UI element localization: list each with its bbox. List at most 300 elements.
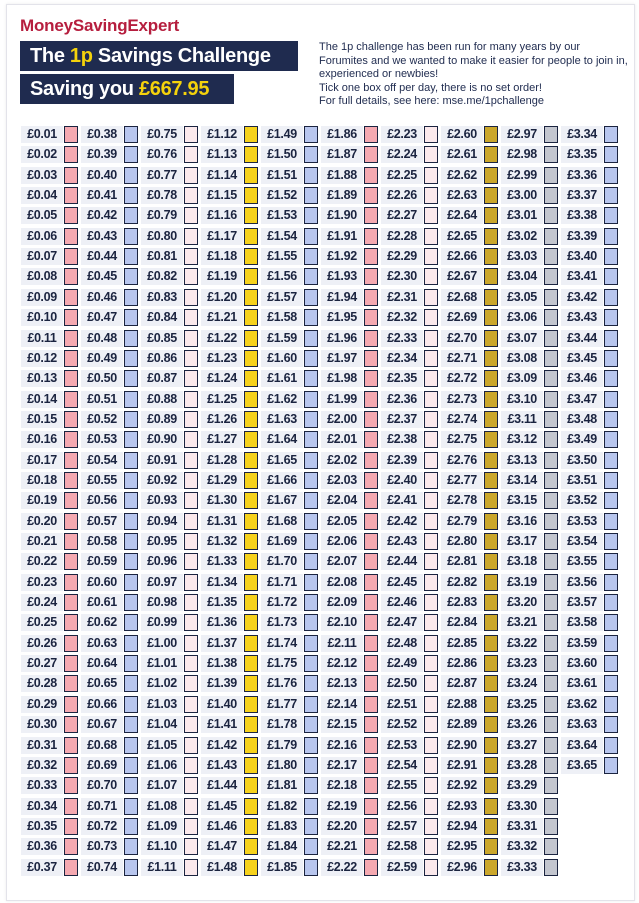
tick-box[interactable] xyxy=(484,472,498,489)
tick-box[interactable] xyxy=(544,777,558,794)
tick-box[interactable] xyxy=(124,411,138,428)
tick-box[interactable] xyxy=(64,737,78,754)
tick-box[interactable] xyxy=(244,187,258,204)
tick-box[interactable] xyxy=(64,187,78,204)
tick-box[interactable] xyxy=(64,350,78,367)
tick-box[interactable] xyxy=(604,187,618,204)
tick-box[interactable] xyxy=(544,574,558,591)
tick-box[interactable] xyxy=(244,716,258,733)
tick-box[interactable] xyxy=(544,452,558,469)
tick-box[interactable] xyxy=(544,492,558,509)
tick-box[interactable] xyxy=(604,126,618,143)
tick-box[interactable] xyxy=(424,268,438,285)
tick-box[interactable] xyxy=(484,228,498,245)
tick-box[interactable] xyxy=(124,330,138,347)
tick-box[interactable] xyxy=(304,228,318,245)
tick-box[interactable] xyxy=(424,737,438,754)
tick-box[interactable] xyxy=(364,696,378,713)
tick-box[interactable] xyxy=(364,614,378,631)
tick-box[interactable] xyxy=(304,330,318,347)
tick-box[interactable] xyxy=(184,655,198,672)
tick-box[interactable] xyxy=(184,350,198,367)
tick-box[interactable] xyxy=(544,126,558,143)
tick-box[interactable] xyxy=(424,818,438,835)
tick-box[interactable] xyxy=(244,452,258,469)
tick-box[interactable] xyxy=(544,594,558,611)
tick-box[interactable] xyxy=(124,818,138,835)
tick-box[interactable] xyxy=(304,431,318,448)
tick-box[interactable] xyxy=(244,777,258,794)
tick-box[interactable] xyxy=(604,757,618,774)
tick-box[interactable] xyxy=(64,452,78,469)
tick-box[interactable] xyxy=(304,614,318,631)
tick-box[interactable] xyxy=(184,370,198,387)
tick-box[interactable] xyxy=(364,370,378,387)
tick-box[interactable] xyxy=(604,675,618,692)
tick-box[interactable] xyxy=(604,492,618,509)
tick-box[interactable] xyxy=(424,838,438,855)
tick-box[interactable] xyxy=(64,370,78,387)
tick-box[interactable] xyxy=(304,289,318,306)
tick-box[interactable] xyxy=(184,248,198,265)
tick-box[interactable] xyxy=(124,146,138,163)
tick-box[interactable] xyxy=(484,635,498,652)
tick-box[interactable] xyxy=(124,126,138,143)
tick-box[interactable] xyxy=(244,818,258,835)
tick-box[interactable] xyxy=(484,838,498,855)
tick-box[interactable] xyxy=(184,431,198,448)
tick-box[interactable] xyxy=(424,675,438,692)
tick-box[interactable] xyxy=(544,655,558,672)
tick-box[interactable] xyxy=(304,716,318,733)
tick-box[interactable] xyxy=(364,167,378,184)
tick-box[interactable] xyxy=(244,635,258,652)
tick-box[interactable] xyxy=(544,859,558,876)
tick-box[interactable] xyxy=(64,472,78,489)
tick-box[interactable] xyxy=(484,146,498,163)
tick-box[interactable] xyxy=(64,330,78,347)
tick-box[interactable] xyxy=(124,167,138,184)
tick-box[interactable] xyxy=(304,248,318,265)
tick-box[interactable] xyxy=(484,757,498,774)
tick-box[interactable] xyxy=(304,838,318,855)
tick-box[interactable] xyxy=(124,737,138,754)
tick-box[interactable] xyxy=(124,798,138,815)
tick-box[interactable] xyxy=(244,370,258,387)
tick-box[interactable] xyxy=(64,391,78,408)
tick-box[interactable] xyxy=(124,614,138,631)
tick-box[interactable] xyxy=(304,859,318,876)
tick-box[interactable] xyxy=(544,553,558,570)
tick-box[interactable] xyxy=(244,330,258,347)
tick-box[interactable] xyxy=(184,696,198,713)
tick-box[interactable] xyxy=(124,187,138,204)
tick-box[interactable] xyxy=(184,146,198,163)
tick-box[interactable] xyxy=(304,594,318,611)
tick-box[interactable] xyxy=(484,696,498,713)
tick-box[interactable] xyxy=(124,370,138,387)
tick-box[interactable] xyxy=(544,146,558,163)
tick-box[interactable] xyxy=(184,228,198,245)
tick-box[interactable] xyxy=(184,675,198,692)
tick-box[interactable] xyxy=(364,126,378,143)
tick-box[interactable] xyxy=(64,838,78,855)
tick-box[interactable] xyxy=(364,289,378,306)
tick-box[interactable] xyxy=(64,798,78,815)
tick-box[interactable] xyxy=(64,431,78,448)
tick-box[interactable] xyxy=(364,411,378,428)
tick-box[interactable] xyxy=(424,594,438,611)
tick-box[interactable] xyxy=(544,411,558,428)
tick-box[interactable] xyxy=(64,675,78,692)
tick-box[interactable] xyxy=(484,655,498,672)
tick-box[interactable] xyxy=(64,492,78,509)
tick-box[interactable] xyxy=(364,798,378,815)
tick-box[interactable] xyxy=(184,818,198,835)
tick-box[interactable] xyxy=(304,574,318,591)
tick-box[interactable] xyxy=(604,594,618,611)
tick-box[interactable] xyxy=(124,553,138,570)
tick-box[interactable] xyxy=(364,594,378,611)
tick-box[interactable] xyxy=(184,330,198,347)
tick-box[interactable] xyxy=(544,533,558,550)
tick-box[interactable] xyxy=(184,268,198,285)
tick-box[interactable] xyxy=(64,228,78,245)
tick-box[interactable] xyxy=(604,431,618,448)
tick-box[interactable] xyxy=(64,818,78,835)
tick-box[interactable] xyxy=(544,187,558,204)
tick-box[interactable] xyxy=(424,126,438,143)
tick-box[interactable] xyxy=(184,798,198,815)
tick-box[interactable] xyxy=(364,309,378,326)
tick-box[interactable] xyxy=(604,635,618,652)
tick-box[interactable] xyxy=(304,818,318,835)
tick-box[interactable] xyxy=(424,452,438,469)
tick-box[interactable] xyxy=(244,350,258,367)
tick-box[interactable] xyxy=(484,309,498,326)
tick-box[interactable] xyxy=(244,492,258,509)
tick-box[interactable] xyxy=(304,635,318,652)
tick-box[interactable] xyxy=(184,635,198,652)
tick-box[interactable] xyxy=(424,289,438,306)
tick-box[interactable] xyxy=(484,248,498,265)
tick-box[interactable] xyxy=(484,533,498,550)
tick-box[interactable] xyxy=(484,614,498,631)
tick-box[interactable] xyxy=(484,187,498,204)
tick-box[interactable] xyxy=(604,330,618,347)
tick-box[interactable] xyxy=(544,370,558,387)
tick-box[interactable] xyxy=(244,513,258,530)
tick-box[interactable] xyxy=(484,452,498,469)
tick-box[interactable] xyxy=(304,492,318,509)
tick-box[interactable] xyxy=(484,268,498,285)
tick-box[interactable] xyxy=(184,614,198,631)
tick-box[interactable] xyxy=(304,513,318,530)
tick-box[interactable] xyxy=(544,330,558,347)
tick-box[interactable] xyxy=(244,614,258,631)
tick-box[interactable] xyxy=(484,391,498,408)
tick-box[interactable] xyxy=(544,737,558,754)
tick-box[interactable] xyxy=(424,655,438,672)
tick-box[interactable] xyxy=(244,309,258,326)
tick-box[interactable] xyxy=(424,167,438,184)
tick-box[interactable] xyxy=(484,594,498,611)
tick-box[interactable] xyxy=(424,859,438,876)
tick-box[interactable] xyxy=(244,655,258,672)
tick-box[interactable] xyxy=(64,655,78,672)
tick-box[interactable] xyxy=(364,513,378,530)
tick-box[interactable] xyxy=(184,716,198,733)
tick-box[interactable] xyxy=(484,126,498,143)
tick-box[interactable] xyxy=(244,146,258,163)
tick-box[interactable] xyxy=(64,167,78,184)
tick-box[interactable] xyxy=(364,777,378,794)
tick-box[interactable] xyxy=(184,513,198,530)
tick-box[interactable] xyxy=(604,411,618,428)
tick-box[interactable] xyxy=(364,330,378,347)
tick-box[interactable] xyxy=(544,757,558,774)
tick-box[interactable] xyxy=(364,635,378,652)
tick-box[interactable] xyxy=(604,350,618,367)
tick-box[interactable] xyxy=(124,574,138,591)
tick-box[interactable] xyxy=(424,757,438,774)
tick-box[interactable] xyxy=(604,533,618,550)
tick-box[interactable] xyxy=(484,411,498,428)
tick-box[interactable] xyxy=(304,187,318,204)
tick-box[interactable] xyxy=(304,675,318,692)
tick-box[interactable] xyxy=(124,492,138,509)
tick-box[interactable] xyxy=(424,716,438,733)
tick-box[interactable] xyxy=(544,513,558,530)
tick-box[interactable] xyxy=(304,146,318,163)
tick-box[interactable] xyxy=(304,757,318,774)
tick-box[interactable] xyxy=(544,472,558,489)
tick-box[interactable] xyxy=(124,431,138,448)
tick-box[interactable] xyxy=(64,696,78,713)
tick-box[interactable] xyxy=(64,146,78,163)
tick-box[interactable] xyxy=(304,553,318,570)
tick-box[interactable] xyxy=(544,228,558,245)
tick-box[interactable] xyxy=(124,228,138,245)
tick-box[interactable] xyxy=(124,635,138,652)
tick-box[interactable] xyxy=(304,655,318,672)
tick-box[interactable] xyxy=(244,533,258,550)
tick-box[interactable] xyxy=(64,268,78,285)
tick-box[interactable] xyxy=(124,268,138,285)
tick-box[interactable] xyxy=(244,838,258,855)
tick-box[interactable] xyxy=(544,350,558,367)
tick-box[interactable] xyxy=(364,350,378,367)
tick-box[interactable] xyxy=(424,492,438,509)
tick-box[interactable] xyxy=(304,411,318,428)
tick-box[interactable] xyxy=(304,737,318,754)
tick-box[interactable] xyxy=(544,207,558,224)
tick-box[interactable] xyxy=(64,533,78,550)
tick-box[interactable] xyxy=(604,452,618,469)
tick-box[interactable] xyxy=(424,513,438,530)
tick-box[interactable] xyxy=(244,594,258,611)
tick-box[interactable] xyxy=(364,838,378,855)
tick-box[interactable] xyxy=(364,818,378,835)
tick-box[interactable] xyxy=(244,859,258,876)
tick-box[interactable] xyxy=(184,452,198,469)
tick-box[interactable] xyxy=(364,207,378,224)
tick-box[interactable] xyxy=(424,635,438,652)
tick-box[interactable] xyxy=(364,248,378,265)
tick-box[interactable] xyxy=(364,452,378,469)
tick-box[interactable] xyxy=(124,838,138,855)
tick-box[interactable] xyxy=(64,716,78,733)
tick-box[interactable] xyxy=(304,309,318,326)
tick-box[interactable] xyxy=(424,391,438,408)
tick-box[interactable] xyxy=(304,126,318,143)
tick-box[interactable] xyxy=(604,574,618,591)
tick-box[interactable] xyxy=(544,614,558,631)
tick-box[interactable] xyxy=(604,146,618,163)
tick-box[interactable] xyxy=(364,716,378,733)
tick-box[interactable] xyxy=(244,737,258,754)
tick-box[interactable] xyxy=(424,431,438,448)
tick-box[interactable] xyxy=(544,818,558,835)
tick-box[interactable] xyxy=(544,289,558,306)
tick-box[interactable] xyxy=(64,411,78,428)
tick-box[interactable] xyxy=(544,838,558,855)
tick-box[interactable] xyxy=(364,187,378,204)
tick-box[interactable] xyxy=(304,167,318,184)
tick-box[interactable] xyxy=(484,513,498,530)
tick-box[interactable] xyxy=(244,574,258,591)
tick-box[interactable] xyxy=(64,614,78,631)
tick-box[interactable] xyxy=(424,370,438,387)
tick-box[interactable] xyxy=(244,553,258,570)
tick-box[interactable] xyxy=(184,309,198,326)
tick-box[interactable] xyxy=(424,228,438,245)
tick-box[interactable] xyxy=(304,696,318,713)
tick-box[interactable] xyxy=(304,370,318,387)
tick-box[interactable] xyxy=(124,472,138,489)
tick-box[interactable] xyxy=(424,696,438,713)
tick-box[interactable] xyxy=(184,757,198,774)
tick-box[interactable] xyxy=(244,431,258,448)
tick-box[interactable] xyxy=(184,574,198,591)
tick-box[interactable] xyxy=(304,391,318,408)
tick-box[interactable] xyxy=(244,268,258,285)
tick-box[interactable] xyxy=(64,757,78,774)
tick-box[interactable] xyxy=(244,675,258,692)
tick-box[interactable] xyxy=(244,248,258,265)
tick-box[interactable] xyxy=(64,207,78,224)
tick-box[interactable] xyxy=(304,777,318,794)
tick-box[interactable] xyxy=(124,533,138,550)
tick-box[interactable] xyxy=(184,533,198,550)
tick-box[interactable] xyxy=(64,126,78,143)
tick-box[interactable] xyxy=(604,696,618,713)
tick-box[interactable] xyxy=(424,798,438,815)
tick-box[interactable] xyxy=(184,553,198,570)
tick-box[interactable] xyxy=(184,594,198,611)
tick-box[interactable] xyxy=(184,411,198,428)
tick-box[interactable] xyxy=(64,777,78,794)
tick-box[interactable] xyxy=(604,472,618,489)
tick-box[interactable] xyxy=(544,431,558,448)
tick-box[interactable] xyxy=(304,798,318,815)
tick-box[interactable] xyxy=(124,655,138,672)
tick-box[interactable] xyxy=(124,207,138,224)
tick-box[interactable] xyxy=(484,859,498,876)
tick-box[interactable] xyxy=(424,248,438,265)
tick-box[interactable] xyxy=(604,228,618,245)
tick-box[interactable] xyxy=(544,309,558,326)
tick-box[interactable] xyxy=(244,757,258,774)
tick-box[interactable] xyxy=(544,248,558,265)
tick-box[interactable] xyxy=(364,675,378,692)
tick-box[interactable] xyxy=(184,289,198,306)
tick-box[interactable] xyxy=(604,614,618,631)
tick-box[interactable] xyxy=(184,126,198,143)
tick-box[interactable] xyxy=(64,289,78,306)
tick-box[interactable] xyxy=(184,187,198,204)
tick-box[interactable] xyxy=(544,716,558,733)
tick-box[interactable] xyxy=(544,798,558,815)
tick-box[interactable] xyxy=(604,513,618,530)
tick-box[interactable] xyxy=(124,675,138,692)
tick-box[interactable] xyxy=(424,146,438,163)
tick-box[interactable] xyxy=(604,370,618,387)
tick-box[interactable] xyxy=(184,777,198,794)
tick-box[interactable] xyxy=(604,716,618,733)
tick-box[interactable] xyxy=(484,675,498,692)
tick-box[interactable] xyxy=(64,635,78,652)
tick-box[interactable] xyxy=(484,553,498,570)
tick-box[interactable] xyxy=(364,492,378,509)
tick-box[interactable] xyxy=(244,228,258,245)
tick-box[interactable] xyxy=(124,513,138,530)
tick-box[interactable] xyxy=(424,574,438,591)
tick-box[interactable] xyxy=(304,452,318,469)
tick-box[interactable] xyxy=(364,391,378,408)
tick-box[interactable] xyxy=(604,309,618,326)
tick-box[interactable] xyxy=(124,859,138,876)
tick-box[interactable] xyxy=(604,268,618,285)
tick-box[interactable] xyxy=(604,737,618,754)
tick-box[interactable] xyxy=(64,594,78,611)
tick-box[interactable] xyxy=(64,859,78,876)
tick-box[interactable] xyxy=(124,391,138,408)
tick-box[interactable] xyxy=(244,126,258,143)
tick-box[interactable] xyxy=(184,859,198,876)
tick-box[interactable] xyxy=(544,391,558,408)
tick-box[interactable] xyxy=(364,472,378,489)
tick-box[interactable] xyxy=(364,757,378,774)
tick-box[interactable] xyxy=(424,309,438,326)
tick-box[interactable] xyxy=(604,207,618,224)
tick-box[interactable] xyxy=(604,553,618,570)
tick-box[interactable] xyxy=(124,289,138,306)
tick-box[interactable] xyxy=(604,391,618,408)
tick-box[interactable] xyxy=(544,696,558,713)
tick-box[interactable] xyxy=(124,716,138,733)
tick-box[interactable] xyxy=(544,268,558,285)
tick-box[interactable] xyxy=(124,696,138,713)
tick-box[interactable] xyxy=(244,289,258,306)
tick-box[interactable] xyxy=(484,330,498,347)
tick-box[interactable] xyxy=(364,431,378,448)
tick-box[interactable] xyxy=(604,167,618,184)
tick-box[interactable] xyxy=(364,533,378,550)
tick-box[interactable] xyxy=(244,472,258,489)
tick-box[interactable] xyxy=(64,574,78,591)
tick-box[interactable] xyxy=(304,472,318,489)
